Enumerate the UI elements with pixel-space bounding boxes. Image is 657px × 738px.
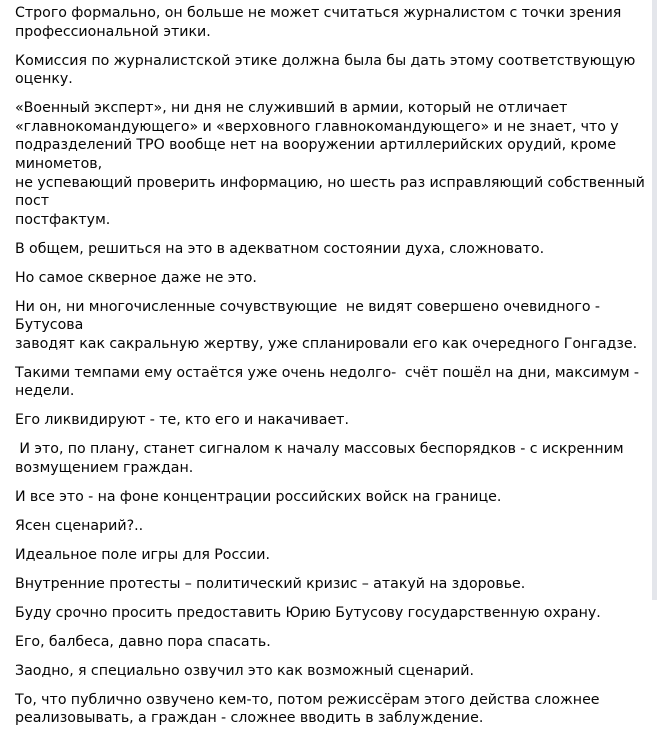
post-paragraph: Строго формально, он больше не может считаться журналистом с точки зрения профессиональной этики. xyxy=(15,5,622,40)
post-paragraph: Ни он, ни многочисленные сочувствующие не видят совершено очевидного - Бутусова заводят как сакральную жертву, уже спланировали его как очередного Гонгадзе. xyxy=(15,298,638,352)
post-paragraph: Буду срочно просить предоставить Юрию Бутусову государственную охрану. xyxy=(15,604,601,621)
post-paragraph: Комиссия по журналистской этике должна была бы дать этому соответствующую оценку. xyxy=(15,52,640,88)
post-paragraph: Такими темпами ему остаётся уже очень недолго- счёт пошёл на дни, максимум - недели. xyxy=(15,364,644,400)
post-paragraph: И это, по плану, станет сигналом к началу массовых беспорядков - с искренним возмущением граждан. xyxy=(15,441,624,476)
post-paragraph: Но самое скверное даже не это. xyxy=(15,269,257,286)
post-paragraph: Заодно, я специально озвучил это как возможный сценарий. xyxy=(15,662,474,679)
post-paragraph: Идеальное поле игры для России. xyxy=(15,546,271,563)
post-body xyxy=(15,4,645,738)
post-paragraph: Внутренние протесты – политический кризис – атакуй на здоровье. xyxy=(15,575,526,592)
post-paragraph: Ясен сценарий?.. xyxy=(15,517,144,534)
post-paragraph: Его ликвидируют - те, кто его и накачивает. xyxy=(15,412,349,429)
post-paragraph: Его, балбеса, давно пора спасать. xyxy=(15,633,271,650)
scrollbar-track[interactable] xyxy=(652,0,657,600)
post-paragraph: И все это - на фоне концентрации российских войск на границе. xyxy=(15,488,502,505)
post-paragraph: То, что публично озвучено кем-то, потом режиссёрам этого действа сложнее реализовывать, а граждан - сложнее вводить в заблуждение. xyxy=(15,691,600,727)
post-paragraph: В общем, решиться на это в адекватном состоянии духа, сложновато. xyxy=(15,240,545,257)
post-paragraph: «Военный эксперт», ни дня не служивший в армии, который не отличает «главнокомандующего» и «верховного главнокомандующего» и не знает, что у подразделений ТРО вообще нет на вооружении артиллерийских орудий, кроме минометов, не успевающий проверить информацию, но шесть раз исправляющий собственный пост постфактум. xyxy=(15,100,645,228)
